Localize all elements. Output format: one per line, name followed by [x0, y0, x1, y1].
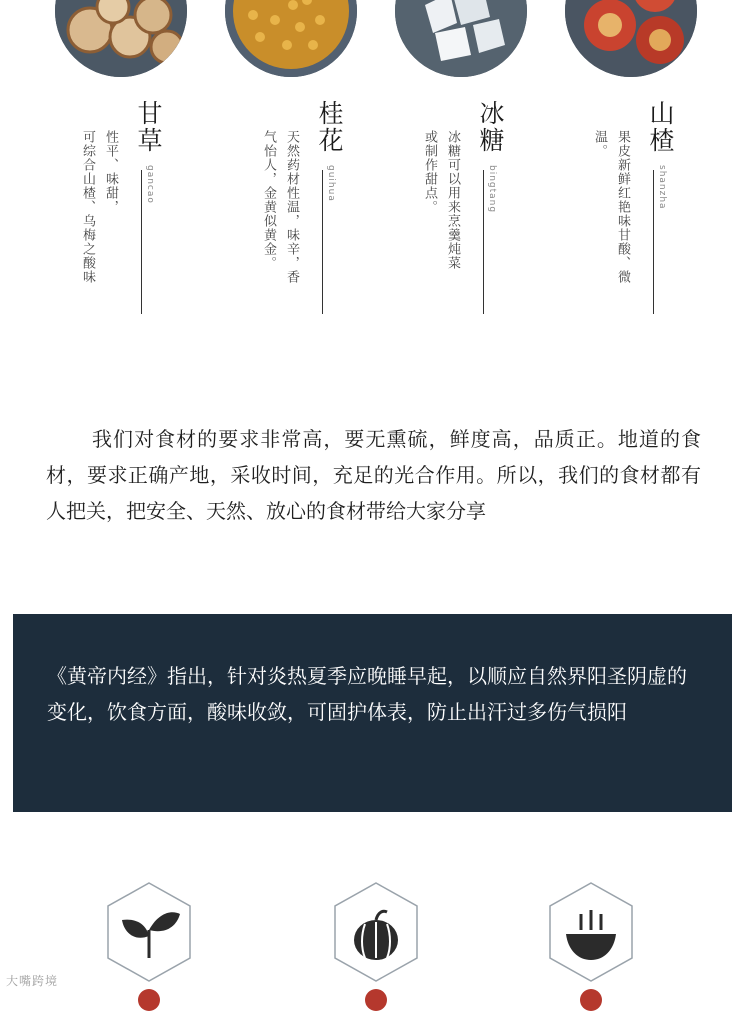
divider-line: [483, 170, 484, 314]
ingredient-desc-line-1: 果皮新鲜红艳味甘酸、微: [615, 130, 630, 284]
ingredient-desc-line-2: 温。: [592, 130, 607, 158]
ingredient-desc-line-2: 气怡人，金黄似黄金。: [261, 130, 276, 270]
red-badge: [365, 989, 387, 1011]
red-badge: [580, 989, 602, 1011]
divider-line: [141, 170, 142, 314]
sprout-icon: [104, 880, 194, 984]
ingredient-pinyin-hawthorn: shanzha: [657, 165, 667, 210]
intro-paragraph: 我们对食材的要求非常高，要无熏硫，鲜度高，品质正。地道的食材，要求正确产地，采收时间，充足的光合作用。所以，我们的食材都有人把关，把安全、天然、放心的食材带给大家分享: [46, 427, 701, 523]
ingredient-pinyin-licorice: gancao: [145, 165, 155, 204]
ingredient-name-licorice: 甘草: [134, 100, 163, 154]
ingredient-name-hawthorn: 山楂: [646, 100, 675, 154]
divider-line: [322, 170, 323, 314]
hawthorn-photo: [565, 0, 697, 77]
ingredient-name-osmanthus: 桂花: [315, 100, 344, 154]
rock-sugar-photo: [395, 0, 527, 77]
watermark: 大嘴跨境: [6, 974, 59, 988]
licorice-photo: [55, 0, 187, 77]
quote-banner: [13, 614, 732, 812]
ingredient-desc-line-1: 冰糖可以用来烹羹炖菜: [445, 130, 460, 270]
osmanthus-photo: [225, 0, 357, 77]
divider-line: [653, 170, 654, 314]
ingredient-pinyin-rock-sugar: bingtang: [487, 165, 497, 214]
ingredient-name-rock-sugar: 冰糖: [476, 100, 505, 154]
banner-text: 《黄帝内经》指出，针对炎热夏季应晚睡早起，以顺应自然界阳圣阴虚的变化，饮食方面，酸味收敛，可固护体表，防止出汗过多伤气损阳: [47, 664, 687, 724]
ingredient-desc-line-2: 或制作甜点。: [422, 130, 437, 214]
red-badge: [138, 989, 160, 1011]
steaming-bowl-icon: [546, 880, 636, 984]
ingredient-desc-line-2: 可综合山楂、乌梅之酸味: [80, 130, 95, 284]
ingredient-desc-line-1: 天然药材性温，味辛，香: [284, 130, 299, 284]
ingredient-desc-line-1: 性平、味甜，: [103, 130, 118, 214]
ingredient-pinyin-osmanthus: guihua: [326, 165, 336, 202]
pumpkin-icon: [331, 880, 421, 984]
